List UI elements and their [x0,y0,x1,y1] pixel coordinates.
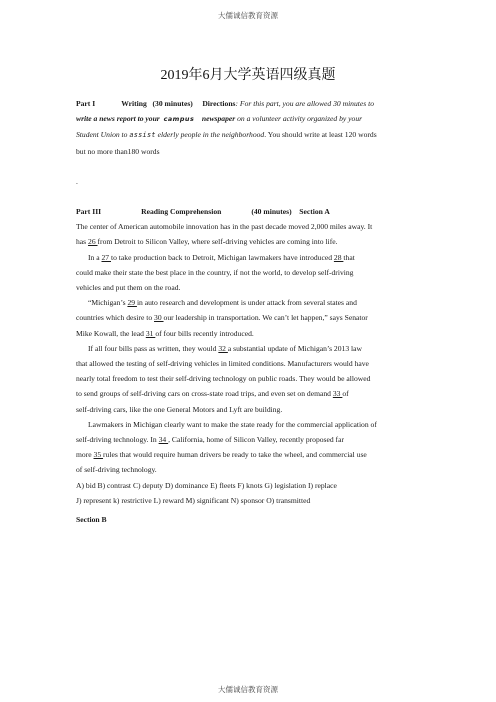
blank-32: 32 [218,343,228,353]
text-run: “Michigan’s [88,298,128,308]
page-footer: 大儒诚信教育资源 [218,685,278,694]
text-run: that [343,252,355,262]
text-run: of four bills recently introduced. [155,328,254,338]
passage-p1-line2 [76,234,426,249]
section-b-heading: Section B [76,515,107,525]
part3-section: Reading Comprehension [141,207,222,217]
part1-line2-newspaper: newspaper [201,114,236,124]
word-bank-line1: A) bid B) contrast C) deputy D) dominance E) fleets F) knots G) legislation I) replace [76,480,337,490]
text-run: to take production back to Detroit, Michigan lawmakers have introduced [111,252,334,262]
text-run: our leadership in transportation. We can’t let happen,” says Senator [163,313,368,323]
passage-p4-line3: nearly total freedom to test their self-driving technology on public roads. They would be allowed [76,374,371,384]
text-run: In a [88,252,102,262]
blank-28: 28 [333,252,344,262]
part3-heading [76,204,426,219]
part1-directions-text: : For this part, you are allowed 30 minutes to [235,99,375,108]
part1-time: (30 minutes) [152,99,193,108]
part1-directions-label: Directions [202,99,236,108]
passage-p2-line3: vehicles and put them on the road. [76,283,181,293]
blank-27: 27 [101,252,111,262]
passage-p3-line1 [76,295,426,310]
passage-p5-line4: of self-driving technology. [76,465,157,475]
part1-line2-rest: on a volunteer activity organized by your [235,114,363,124]
text-run: If all four bills pass as written, they would [88,343,219,353]
passage-p4-line1 [76,341,426,356]
part3-time: (40 minutes) [251,207,292,217]
document-body [76,96,426,527]
text-run: Mike Kowall, the lead [76,328,146,338]
text-run: self-driving technology. In [76,435,159,445]
part1-line3-start: Student Union to [76,130,128,140]
blank-26: 26 [88,237,98,247]
word-bank-line2: J) represent k) restrictive L) reward M) significant N) sponsor O) transmitted [76,495,311,505]
part1-line3-end: . You should write at least 120 words [264,130,377,140]
passage-p2-line2: could make their state the best place in the country, if not the world, to develop self-driving [76,267,354,277]
part1-line2-bold: write a news report to your [76,114,160,124]
part1-section: Writing [121,99,147,108]
passage-p4-line4 [76,386,426,401]
blank-35: 35 [93,450,104,460]
part3-sub: Section A [299,207,330,217]
page-title: 2019年6月大学英语四级真题 [160,68,336,83]
text-run: countries which desire to [76,313,155,323]
assist-word: assist [129,131,156,140]
passage-p5-line3 [76,447,426,462]
text-run: of [342,389,349,399]
text-run: in auto research and development is under attack from several states and [136,298,357,308]
part1-line3 [76,127,426,143]
passage-p5-line2 [76,432,426,447]
passage-p3-line2 [76,310,426,325]
blank-34: 34 [158,435,169,445]
text-run: more [76,450,94,460]
passage-p5-line1: Lawmakers in Michigan clearly want to make the state ready for the commercial application of [88,419,377,429]
part1-line2 [76,111,426,127]
text-run: to send groups of self-driving cars on cross-state road trips, and even set on demand [76,389,333,399]
part1-label: Part I [76,99,96,108]
text-run: from Detroit to Silicon Valley, where self-driving vehicles are coming into life. [97,237,338,247]
passage-p1-line1: The center of American automobile innovation has in the past decade moved 2,000 miles away. It [76,222,373,232]
passage-p3-line3 [76,326,426,341]
text-run: a substantial update of Michigan’s 2013 law [227,343,362,353]
part1-heading-line [76,96,426,111]
stray-dot: . [76,176,78,186]
part1-line4: but no more than180 words [76,146,160,156]
text-run: , California, home of Silicon Valley, recently proposed far [168,435,344,445]
text-run: rules that would require human drivers be ready to take the wheel, and commercial use [103,450,367,460]
blank-30: 30 [154,313,164,323]
blank-33: 33 [332,389,343,399]
passage-p4-line2: that allowed the testing of self-driving vehicles in limited conditions. Manufacturers would have [76,359,369,369]
passage-p2-line1 [76,250,426,265]
blank-29: 29 [127,298,137,308]
part1-line3-rest: elderly people in the neighborhood [155,130,265,140]
passage-p4-line5: self-driving cars, like the one General Motors and Lyft are building. [76,404,283,414]
text-run: has [76,237,89,247]
part3-label: Part III [76,207,102,217]
page-header: 大儒诚信教育资源 [218,11,278,20]
blank-31: 31 [145,328,156,338]
campus-word: campus [163,115,195,124]
